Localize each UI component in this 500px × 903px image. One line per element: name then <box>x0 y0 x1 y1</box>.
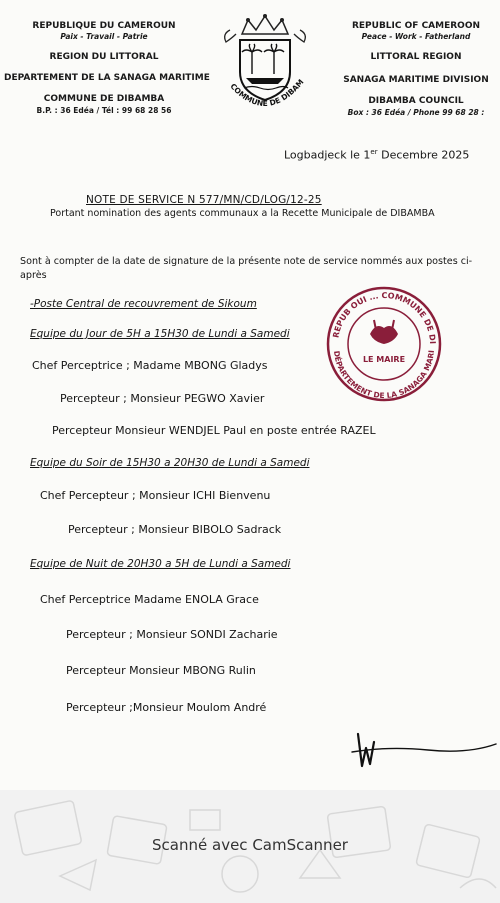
team-evening-title: Equipe du Soir de 15H30 a 20H30 de Lundi a Samedi <box>30 457 310 469</box>
contact-en: Box : 36 Edéa / Phone 99 68 28 : <box>347 107 485 117</box>
team-day-line: Percepteur ; Monsieur PEGWO Xavier <box>60 392 265 405</box>
post-title: -Poste Central de recouvrement de Sikoum <box>30 298 257 310</box>
note-subtitle: Portant nomination des agents communaux a la Recette Municipale de DIBAMBA <box>50 208 435 219</box>
svg-text:DÉPARTEMENT DE LA SANAGA MARIT: DÉPARTEMENT DE LA SANAGA MARI <box>332 349 436 401</box>
footer-label: Scanné avec CamScanner <box>152 836 348 854</box>
note-title: NOTE DE SERVICE N 577/MN/CD/LOG/12-25 <box>86 194 322 206</box>
team-day-title: Equipe du Jour de 5H a 15H30 de Lundi a Samedi <box>30 328 290 340</box>
header-right <box>326 22 500 116</box>
mayor-stamp <box>324 284 444 404</box>
council-en: DIBAMBA COUNCIL <box>368 95 464 106</box>
contact-fr: B.P. : 36 Edéa / Tél : 99 68 28 56 <box>36 105 172 115</box>
motto-en: Peace - Work - Fatherland <box>361 32 471 41</box>
commune-fr: COMMUNE DE DIBAMBA <box>43 93 165 104</box>
date-line: Logbadjeck le 1er Decembre 2025 <box>284 148 470 162</box>
svg-text:REPUB OUI ... COMMUNE DE DIBAM: REPUB OUI ... COMMUNE DE DI <box>331 290 438 345</box>
republic-fr: REPUBLIQUE DU CAMEROUN <box>32 21 176 31</box>
svg-text:COMMUNE DE DIBAMBA: COMMUNE DE DIBAM <box>228 77 306 109</box>
council-emblem-icon <box>212 12 318 122</box>
region-fr: REGION DU LITTORAL <box>49 51 159 62</box>
department-fr: DEPARTEMENT DE LA SANAGA MARITIME <box>4 72 210 83</box>
intro-line-1: Sont à compter de la date de signature de la présente note de service nommés aux postes ci- <box>20 256 473 267</box>
team-night-line: Chef Perceptrice Madame ENOLA Grace <box>40 593 259 606</box>
team-day-line: Percepteur Monsieur WENDJEL Paul en poste entrée RAZEL <box>52 424 376 437</box>
republic-en: REPUBLIC OF CAMEROON <box>351 21 481 31</box>
team-evening-line: Chef Percepteur ; Monsieur ICHI Bienvenu <box>40 489 271 502</box>
team-night-title: Equipe de Nuit de 20H30 a 5H de Lundi a Samedi <box>30 558 291 570</box>
team-day-line: Chef Perceptrice ; Madame MBONG Gladys <box>32 359 268 372</box>
handwritten-signature-icon <box>348 728 498 772</box>
region-en: LITTORAL REGION <box>370 51 462 62</box>
division-en: SANAGA MARITIME DIVISION <box>343 74 489 85</box>
team-night-line: Percepteur ; Monsieur SONDI Zacharie <box>66 628 278 641</box>
team-evening-line: Percepteur ; Monsieur BIBOLO Sadrack <box>68 523 282 536</box>
motto-fr: Paix - Travail - Patrie <box>60 32 148 41</box>
stamp-label: LE MAIRE <box>362 355 406 364</box>
team-night-line: Percepteur ;Monsieur Moulom André <box>66 701 267 714</box>
intro-line-2: après <box>20 270 47 281</box>
header-left <box>4 21 210 115</box>
team-night-line: Percepteur Monsieur MBONG Rulin <box>66 664 256 677</box>
